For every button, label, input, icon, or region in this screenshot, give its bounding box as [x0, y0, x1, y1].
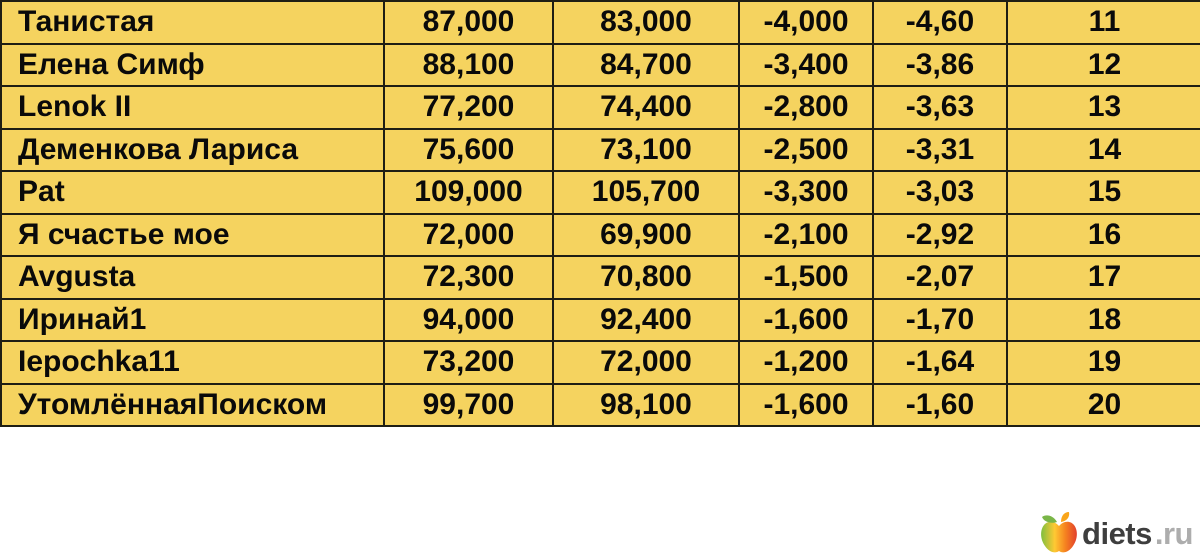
start-weight: 73,200: [384, 341, 553, 384]
participant-name: Avgusta: [1, 256, 384, 299]
weight-change: -2,100: [739, 214, 873, 257]
weight-change: -3,300: [739, 171, 873, 214]
participant-name: УтомлённаяПоиском: [1, 384, 384, 427]
start-weight: 87,000: [384, 1, 553, 44]
weight-change: -4,000: [739, 1, 873, 44]
current-weight: 105,700: [553, 171, 739, 214]
logo-brand-text: diets: [1082, 515, 1152, 551]
logo-tld-text: .ru: [1154, 515, 1193, 551]
percent-change: -1,60: [873, 384, 1007, 427]
weight-change: -1,600: [739, 384, 873, 427]
start-weight: 109,000: [384, 171, 553, 214]
weight-change: -1,600: [739, 299, 873, 342]
start-weight: 88,100: [384, 44, 553, 87]
participant-name: Деменкова Лариса: [1, 129, 384, 172]
apple-icon: [1039, 512, 1079, 554]
current-weight: 70,800: [553, 256, 739, 299]
percent-change: -2,92: [873, 214, 1007, 257]
current-weight: 92,400: [553, 299, 739, 342]
percent-change: -3,63: [873, 86, 1007, 129]
table-body: [1, 1, 1200, 426]
rank-number: 16: [1007, 214, 1200, 257]
percent-change: -3,03: [873, 171, 1007, 214]
table-row: [1, 256, 1200, 299]
current-weight: 69,900: [553, 214, 739, 257]
table-row: [1, 299, 1200, 342]
percent-change: -3,31: [873, 129, 1007, 172]
rank-number: 18: [1007, 299, 1200, 342]
table-row: [1, 1, 1200, 44]
participant-name: Pat: [1, 171, 384, 214]
weight-change: -2,500: [739, 129, 873, 172]
start-weight: 72,000: [384, 214, 553, 257]
rank-number: 12: [1007, 44, 1200, 87]
percent-change: -1,70: [873, 299, 1007, 342]
start-weight: 72,300: [384, 256, 553, 299]
table-row: [1, 171, 1200, 214]
rank-number: 19: [1007, 341, 1200, 384]
rank-number: 17: [1007, 256, 1200, 299]
start-weight: 94,000: [384, 299, 553, 342]
table-row: [1, 384, 1200, 427]
current-weight: 83,000: [553, 1, 739, 44]
start-weight: 77,200: [384, 86, 553, 129]
participant-name: Танистая: [1, 1, 384, 44]
current-weight: 72,000: [553, 341, 739, 384]
percent-change: -2,07: [873, 256, 1007, 299]
weight-change: -1,500: [739, 256, 873, 299]
rank-number: 11: [1007, 1, 1200, 44]
participant-name: Iepochka11: [1, 341, 384, 384]
rank-number: 20: [1007, 384, 1200, 427]
diets-logo[interactable]: [1039, 512, 1193, 554]
current-weight: 98,100: [553, 384, 739, 427]
percent-change: -1,64: [873, 341, 1007, 384]
participant-name: Иринай1: [1, 299, 384, 342]
table-row: [1, 129, 1200, 172]
table-row: [1, 44, 1200, 87]
table-row: [1, 214, 1200, 257]
weight-change: -2,800: [739, 86, 873, 129]
current-weight: 84,700: [553, 44, 739, 87]
participant-name: Lenok II: [1, 86, 384, 129]
percent-change: -4,60: [873, 1, 1007, 44]
weight-change: -1,200: [739, 341, 873, 384]
percent-change: -3,86: [873, 44, 1007, 87]
start-weight: 99,700: [384, 384, 553, 427]
participant-name: Елена Симф: [1, 44, 384, 87]
current-weight: 74,400: [553, 86, 739, 129]
current-weight: 73,100: [553, 129, 739, 172]
table-row: [1, 341, 1200, 384]
weight-change: -3,400: [739, 44, 873, 87]
rank-number: 15: [1007, 171, 1200, 214]
rank-number: 14: [1007, 129, 1200, 172]
rank-number: 13: [1007, 86, 1200, 129]
start-weight: 75,600: [384, 129, 553, 172]
table-row: [1, 86, 1200, 129]
participant-name: Я счастье мое: [1, 214, 384, 257]
